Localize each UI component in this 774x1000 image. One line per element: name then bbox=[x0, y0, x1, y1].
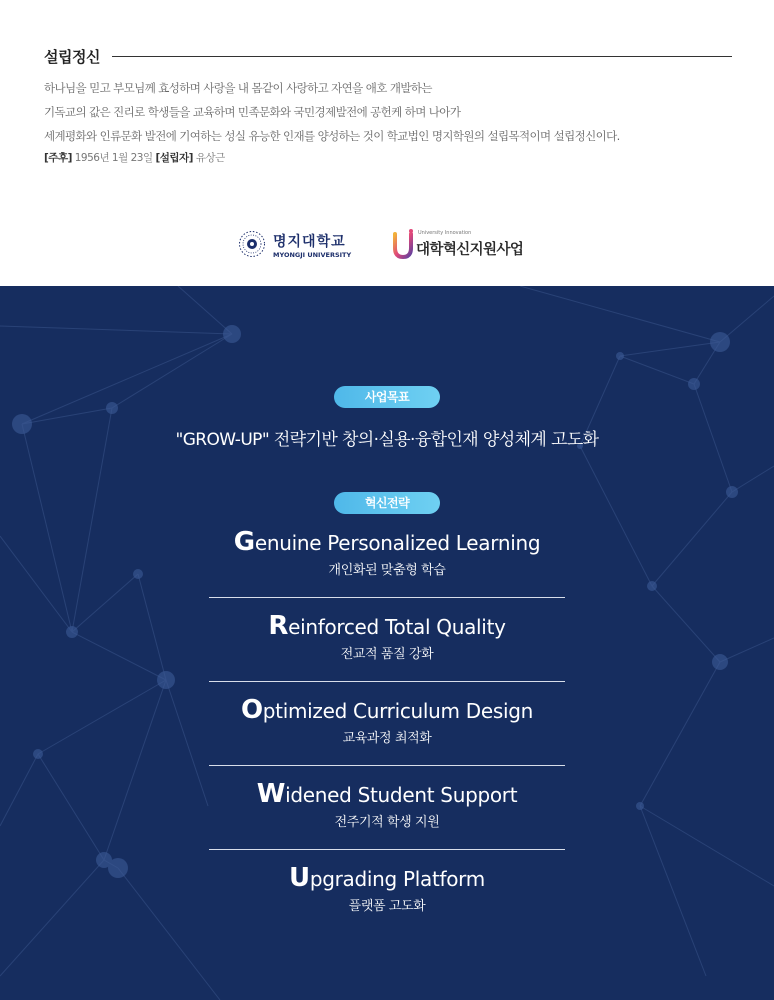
university-innovation-logo bbox=[392, 226, 552, 262]
strategy-title bbox=[209, 528, 565, 557]
strategy-title bbox=[209, 864, 565, 893]
strategy-item bbox=[209, 528, 565, 578]
ui-name-kr: 대학혁신지원사업 bbox=[416, 242, 524, 258]
strategy-initial: W bbox=[256, 779, 286, 809]
strategy-initial: U bbox=[289, 863, 310, 893]
founding-meta bbox=[44, 150, 225, 165]
strategy-title-rest: ptimized Curriculum Design bbox=[262, 699, 534, 723]
strategy-title bbox=[209, 780, 565, 809]
strategy-item bbox=[209, 864, 565, 914]
strategy-subtitle: 전교적 품질 강화 bbox=[340, 647, 434, 662]
founding-line: 하나님을 믿고 부모님께 효성하며 사랑을 내 몸같이 사랑하고 자연을 애호 개발하는 bbox=[44, 81, 432, 95]
date-value: 1956년 1월 23일 bbox=[74, 152, 153, 164]
strategy-title-rest: enuine Personalized Learning bbox=[254, 531, 541, 555]
divider bbox=[209, 849, 565, 850]
strategy-item bbox=[209, 780, 565, 830]
goal-pill: 사업목표 bbox=[334, 386, 440, 408]
strategy-subtitle: 개인화된 맞춤형 학습 bbox=[328, 563, 446, 578]
strategy-initial: R bbox=[268, 611, 289, 641]
strategy-title-rest: idened Student Support bbox=[285, 783, 518, 807]
date-label: [주후] bbox=[44, 152, 72, 164]
ui-small-label: University Innovation bbox=[418, 230, 472, 236]
logo-row bbox=[238, 226, 548, 262]
heading-rule bbox=[112, 56, 732, 57]
strategy-item bbox=[209, 612, 565, 662]
founding-heading: 설립정신 bbox=[44, 47, 100, 66]
myongji-name-en: MYONGJI UNIVERSITY bbox=[273, 251, 352, 259]
vision-section bbox=[0, 286, 774, 1000]
strategy-pill: 혁신전략 bbox=[334, 492, 440, 514]
myongji-name-kr: 명지대학교 bbox=[273, 234, 346, 250]
founding-line: 기독교의 값은 진리로 학생들을 교육하며 민족문화와 국민경제발전에 공헌케 하며 나아가 bbox=[44, 105, 461, 119]
strategy-title bbox=[209, 696, 565, 725]
goal-text: "GROW-UP" 전략기반 창의·실용·융합인재 양성체계 고도화 bbox=[175, 430, 599, 450]
strategy-initial: G bbox=[233, 527, 255, 557]
u-mark-icon bbox=[392, 228, 414, 260]
founding-spirit-section bbox=[0, 0, 774, 286]
strategy-subtitle: 교육과정 최적화 bbox=[342, 731, 432, 746]
strategy-subtitle: 플랫폼 고도화 bbox=[348, 899, 426, 914]
founder-value: 유상근 bbox=[195, 152, 225, 164]
strategy-title bbox=[209, 612, 565, 641]
strategy-subtitle: 전주기적 학생 지원 bbox=[334, 815, 440, 830]
divider bbox=[209, 597, 565, 598]
strategy-item bbox=[209, 696, 565, 746]
founding-text bbox=[44, 76, 744, 148]
founding-heading-row bbox=[44, 44, 732, 68]
myongji-emblem-icon bbox=[238, 230, 266, 258]
divider bbox=[209, 765, 565, 766]
strategy-initial: O bbox=[240, 695, 263, 725]
strategy-title-rest: einforced Total Quality bbox=[288, 615, 506, 639]
founder-label: [설립자] bbox=[155, 152, 193, 164]
strategy-title-rest: pgrading Platform bbox=[309, 867, 485, 891]
myongji-logo bbox=[238, 228, 358, 260]
founding-line: 세계평화와 인류문화 발전에 기여하는 성실 유능한 인재를 양성하는 것이 학교법인 명지학원의 설립목적이며 설립정신이다. bbox=[44, 129, 620, 143]
divider bbox=[209, 681, 565, 682]
